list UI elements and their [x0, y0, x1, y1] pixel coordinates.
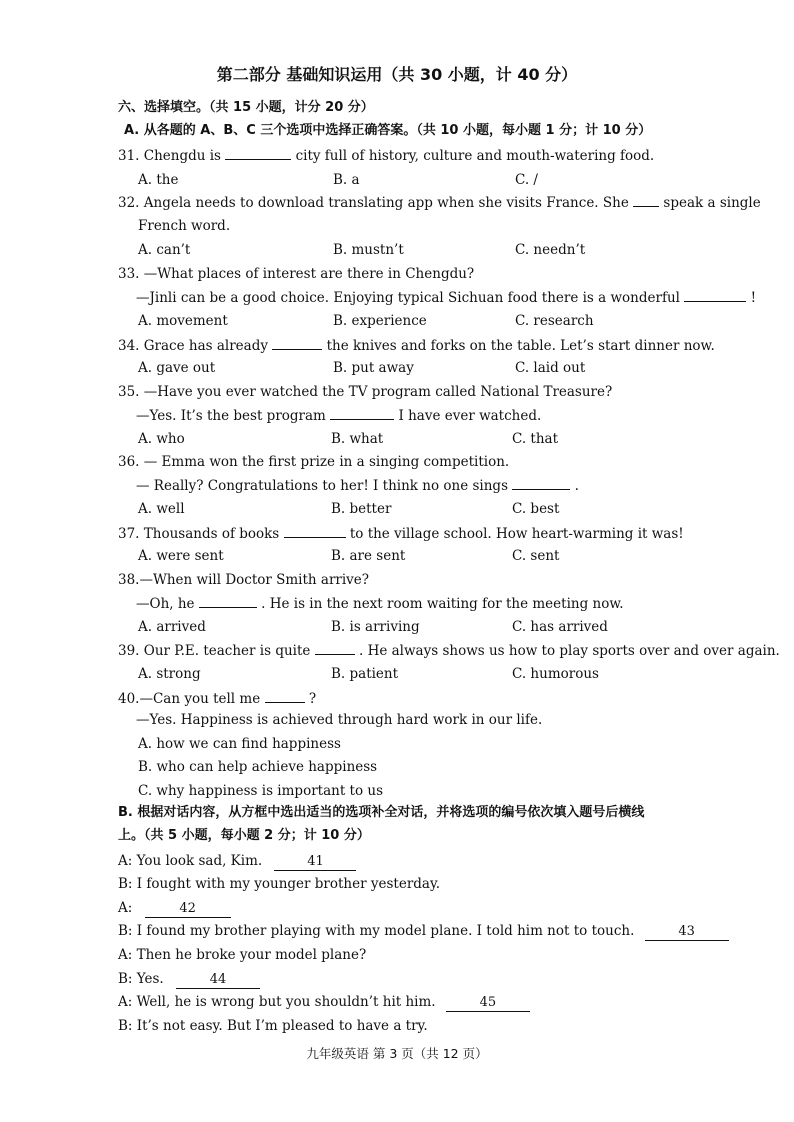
q38-post: . He is in the next room waiting for the meeting now. — [261, 596, 624, 612]
q33-line1: 33. —What places of interest are there in Chengdu? — [118, 266, 475, 282]
q39-option-c: C. humorous — [512, 666, 599, 682]
q32-option-a: A. can’t — [138, 242, 191, 258]
q32-post: speak a single — [663, 195, 761, 211]
q36-option-c: C. best — [512, 501, 560, 517]
answer-blank-43: 43 — [645, 925, 729, 941]
q40-post: ? — [308, 691, 317, 707]
question-37 — [118, 523, 684, 544]
q36-option-b: B. better — [331, 501, 392, 517]
answer-blank-45: 45 — [446, 996, 530, 1012]
q40-option-c: C. why happiness is important to us — [138, 783, 384, 799]
q38-option-a: A. arrived — [138, 619, 206, 635]
question-31 — [118, 145, 654, 166]
question-34 — [118, 335, 715, 356]
q36-line1: 36. — Emma won the first prize in a singing competition. — [118, 454, 510, 470]
q33-option-b: B. experience — [333, 313, 427, 329]
dialogue-line-43 — [118, 921, 729, 941]
part-a-instruction: A. 从各题的 A、B、C 三个选项中选择正确答案。（共 10 小题，每小题 1 分；计 10 分） — [124, 123, 652, 138]
q34-pre: 34. Grace has already — [118, 338, 268, 354]
q36-post: . — [574, 478, 579, 494]
q40-blank — [265, 688, 305, 703]
q40-pre: 40.—Can you tell me — [118, 691, 261, 707]
part-heading: 第二部分 基础知识运用（共 30 小题，计 40 分） — [216, 65, 578, 84]
q37-option-a: A. were sent — [138, 548, 224, 564]
q34-option-a: A. gave out — [138, 360, 216, 376]
dialogue-line-45 — [118, 992, 530, 1012]
dialogue-text: A: You look sad, Kim. — [118, 853, 263, 869]
part-b-instruction-line1: B. 根据对话内容，从方框中选出适当的选项补全对话，并将选项的编号依次填入题号后横线 — [118, 805, 645, 820]
dialogue-text: B: Yes. — [118, 971, 164, 987]
q35-option-b: B. what — [331, 431, 384, 447]
q38-option-c: C. has arrived — [512, 619, 608, 635]
question-39 — [118, 640, 780, 661]
q37-blank — [284, 523, 346, 538]
q33-post: ! — [750, 290, 756, 306]
q35-blank — [330, 405, 394, 420]
dialogue-text: A: — [118, 900, 133, 916]
q31-pre: 31. Chengdu is — [118, 148, 221, 164]
q39-option-a: A. strong — [138, 666, 201, 682]
dialogue-text: B: I found my brother playing with my model plane. I told him not to touch. — [118, 923, 635, 939]
q32-continuation: French word. — [138, 218, 231, 234]
q31-option-c: C. / — [515, 172, 538, 188]
q31-post: city full of history, culture and mouth-watering food. — [295, 148, 655, 164]
q40-option-b: B. who can help achieve happiness — [138, 759, 378, 775]
question-36 — [136, 475, 579, 496]
section-six-title: 六、选择填空。（共 15 小题，计分 20 分） — [118, 100, 374, 115]
q32-option-c: C. needn’t — [515, 242, 586, 258]
question-38 — [136, 593, 624, 614]
question-35 — [136, 405, 541, 426]
answer-blank-42: 42 — [145, 902, 231, 918]
q35-option-c: C. that — [512, 431, 559, 447]
q31-blank — [225, 145, 291, 160]
q40-option-a: A. how we can find happiness — [138, 736, 341, 752]
q39-option-b: B. patient — [331, 666, 399, 682]
answer-blank-44: 44 — [176, 973, 260, 989]
dialogue-line-42 — [118, 898, 231, 918]
q31-option-b: B. a — [333, 172, 360, 188]
dialogue-line: B: It’s not easy. But I’m pleased to have a try. — [118, 1018, 428, 1034]
q35-pre: —Yes. It’s the best program — [136, 408, 326, 424]
question-33 — [136, 287, 756, 308]
q36-option-a: A. well — [138, 501, 185, 517]
dialogue-line: B: I fought with my younger brother yesterday. — [118, 876, 441, 892]
answer-blank-41: 41 — [274, 855, 356, 871]
q38-line1: 38.—When will Doctor Smith arrive? — [118, 572, 370, 588]
q35-option-a: A. who — [138, 431, 185, 447]
q34-blank — [272, 335, 322, 350]
q39-post: . He always shows us how to play sports over and over again. — [359, 643, 780, 659]
q35-post: I have ever watched. — [398, 408, 542, 424]
q34-option-b: B. put away — [333, 360, 414, 376]
part-b-instruction-line2: 上。（共 5 小题，每小题 2 分；计 10 分） — [118, 828, 370, 843]
dialogue-line-44 — [118, 969, 260, 989]
q34-option-c: C. laid out — [515, 360, 586, 376]
q37-post: to the village school. How heart-warming it was! — [349, 526, 684, 542]
q31-option-a: A. the — [138, 172, 179, 188]
q37-option-c: C. sent — [512, 548, 560, 564]
dialogue-line-41 — [118, 851, 356, 871]
q33-option-a: A. movement — [138, 313, 228, 329]
q32-blank — [633, 192, 659, 207]
q32-pre: 32. Angela needs to download translating app when she visits France. She — [118, 195, 629, 211]
q39-blank — [315, 640, 355, 655]
q38-option-b: B. is arriving — [331, 619, 420, 635]
q36-blank — [512, 475, 570, 490]
dialogue-text: A: Well, he is wrong but you shouldn’t hit him. — [118, 994, 436, 1010]
dialogue-line: A: Then he broke your model plane? — [118, 947, 367, 963]
q33-pre: —Jinli can be a good choice. Enjoying typical Sichuan food there is a wonderful — [136, 290, 680, 306]
q33-blank — [684, 287, 746, 302]
q32-option-b: B. mustn’t — [333, 242, 404, 258]
q37-pre: 37. Thousands of books — [118, 526, 280, 542]
q35-line1: 35. —Have you ever watched the TV program called National Treasure? — [118, 384, 613, 400]
q37-option-b: B. are sent — [331, 548, 406, 564]
page-footer: 九年级英语 第 3 页（共 12 页） — [306, 1046, 488, 1061]
q40-line2: —Yes. Happiness is achieved through hard work in our life. — [136, 712, 543, 728]
q38-blank — [199, 593, 257, 608]
question-40 — [118, 688, 316, 709]
q38-pre: —Oh, he — [136, 596, 195, 612]
q36-pre: — Really? Congratulations to her! I think no one sings — [136, 478, 509, 494]
q34-post: the knives and forks on the table. Let’s start dinner now. — [326, 338, 715, 354]
question-32 — [118, 192, 761, 213]
q33-option-c: C. research — [515, 313, 594, 329]
q39-pre: 39. Our P.E. teacher is quite — [118, 643, 311, 659]
